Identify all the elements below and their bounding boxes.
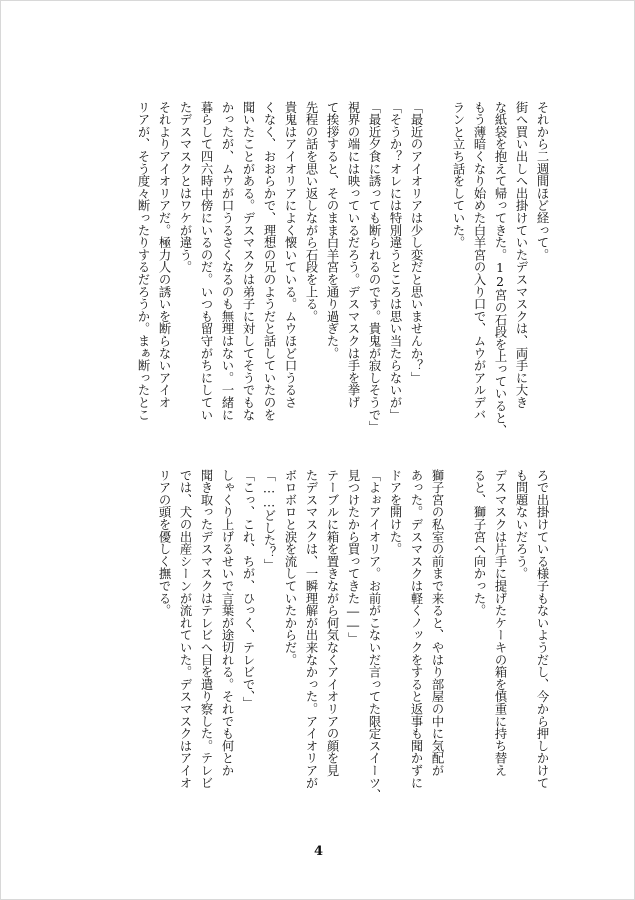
text-column: 「よぉアイオリア。お前がこないだ言ってた限定スイーツ、 <box>367 469 381 802</box>
text-column: 暮らして四六時中傍にいるのだ。いつも留守がちにしてい <box>199 101 213 421</box>
text-column: 「こっ、これ、ちが、ひっく、テレビで、」 <box>241 469 255 709</box>
text-column: 視界の端には映っているだろう。デスマスクは手を挙げ <box>346 101 360 409</box>
text-column: リアの頭を優しく撫でる。 <box>157 469 171 617</box>
text-column: たデスマスクは、一瞬理解が出来なかった。アイオリアが <box>304 469 318 789</box>
text-block-top <box>1 101 635 441</box>
text-column: 先程の話を思い返しながら石段を上る。 <box>304 101 318 323</box>
text-column: 「最近夕食に誘っても断られるのです。貴鬼が寂しそうで」 <box>367 101 381 434</box>
text-column: 「最近のアイオリアは少し変だと思いませんか？」 <box>409 101 423 384</box>
text-column: デスマスクは片手に提げたケーキの箱を慎重に持ち替え <box>493 469 507 777</box>
text-column: て挨拶すると、そのまま白羊宮を通り過ぎた。 <box>325 101 339 360</box>
text-column: 獅子宮の私室の前まで来ると、やはり部屋の中に気配が <box>430 469 444 777</box>
text-column: も問題ないだろう。 <box>514 469 528 580</box>
text-column <box>427 101 447 441</box>
text-column: リアが、そう度々断ったりするだろうか。まぁ断ったとこ <box>136 101 150 421</box>
text-column: かったが、ムウが口うるさくなるのも無理はない。一緒に <box>220 101 234 421</box>
text-column: しゃくり上げるせいで言葉が途切れる。それでも何とか <box>220 469 234 777</box>
text-column: な紙袋を抱えて帰ってきた。12宮の石段を上っていると、 <box>493 101 507 437</box>
text-column: 「そうか？オレには特別違うところは思い当たらないが」 <box>388 101 402 421</box>
text-column: ろで出掛けている様子もないようだし、今から押しかけて <box>535 469 549 789</box>
text-column: 聞き取ったデスマスクはテレビへ目を遣り察した。テレビ <box>199 469 213 789</box>
text-column: ると、獅子宮へ向かった。 <box>472 469 486 617</box>
text-column: それよりアイオリアだ。極力人の誘いを断らないアイオ <box>157 101 171 409</box>
text-column: もう薄暗くなり始めた白羊宮の入り口で、ムウがアルデバ <box>472 101 486 421</box>
text-column: では、犬の出産シーンが流れていた。デスマスクはアイオ <box>178 469 192 789</box>
text-column: ランと立ち話をしていた。 <box>451 101 465 249</box>
text-column: 聞いたことがある。デスマスクは弟子に対してそうでもな <box>241 101 255 421</box>
text-column <box>448 469 468 813</box>
text-column: あった。デスマスクは軽くノックをすると返事も聞かずに <box>409 469 423 789</box>
text-column: 見つけたから買ってきた――」 <box>346 469 360 645</box>
text-column: テーブルに箱を置きながら何気なくアイオリアの顔を見 <box>325 469 339 777</box>
text-block-bottom <box>1 469 635 813</box>
text-column: 街へ買い出しへ出掛けていたデスマスクは、両手に大き <box>514 101 528 409</box>
text-column: たデスマスクとはワケが違う。 <box>178 101 192 274</box>
text-column: くなく、おおらかで、理想の兄のようだと話していたのを <box>262 101 276 421</box>
text-column: それから二週間ほど経って。 <box>535 101 549 261</box>
text-column: 「……どした？」 <box>262 469 276 571</box>
text-column: ボロボロと涙を流していたからだ。 <box>283 469 297 666</box>
text-column: 貴鬼はアイオリアによく懐いている。ムウほど口うるさ <box>283 101 297 409</box>
text-column: ドアを開けた。 <box>388 469 402 556</box>
page-number: 4 <box>313 844 324 859</box>
